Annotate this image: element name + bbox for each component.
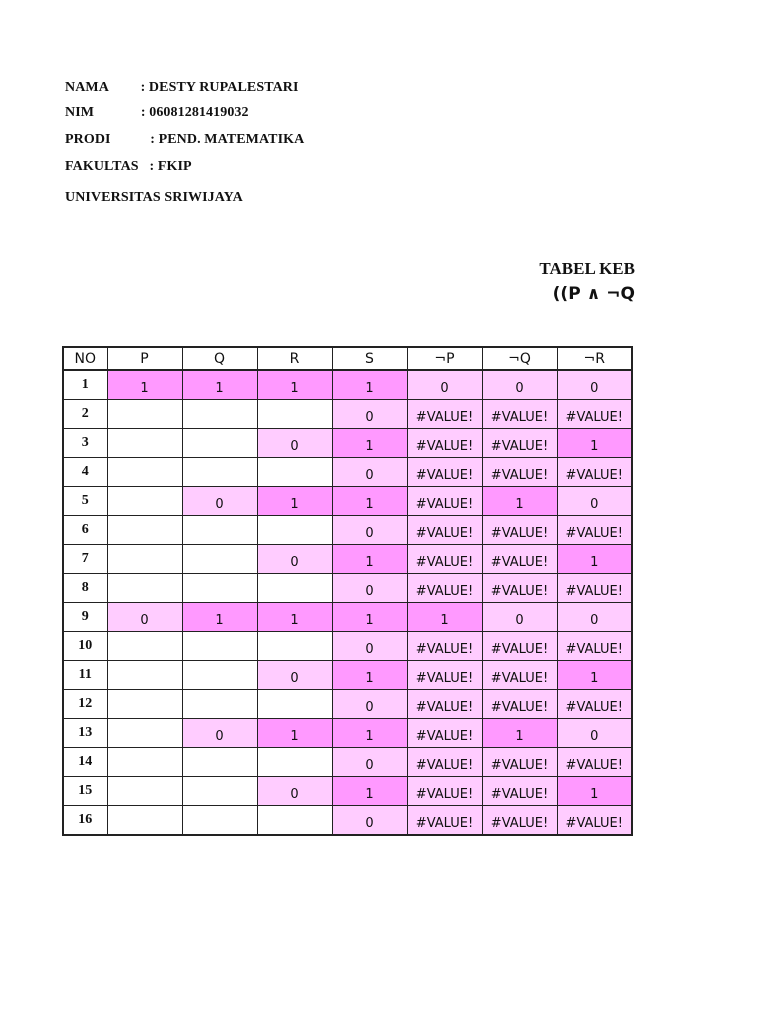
cell-not-p: [407, 777, 482, 806]
cell-q: [182, 690, 257, 719]
cell-not-r: [557, 719, 632, 748]
cell-not-r: [557, 603, 632, 632]
cell-value: 0: [140, 613, 149, 628]
cell-value: 1: [440, 613, 449, 628]
table-title: [440, 259, 635, 279]
header-not-p: ¬P: [407, 347, 482, 370]
cell-p: [107, 458, 182, 487]
row-number: 15: [63, 777, 107, 806]
cell-value: #VALUE!: [490, 555, 549, 570]
cell-q: [182, 777, 257, 806]
table-header-row: [63, 347, 632, 370]
cell-r: [257, 690, 332, 719]
row-number: 10: [63, 632, 107, 661]
cell-s: [332, 806, 407, 836]
cell-value: 1: [365, 787, 374, 802]
cell-r: [257, 487, 332, 516]
table-row: [63, 632, 632, 661]
cell-s: [332, 400, 407, 429]
cell-not-p: [407, 574, 482, 603]
cell-p: [107, 370, 182, 400]
cell-value: #VALUE!: [565, 526, 623, 541]
table-row: [63, 400, 632, 429]
table-row: [63, 574, 632, 603]
cell-value: #VALUE!: [415, 642, 474, 657]
cell-p: [107, 632, 182, 661]
row-number: 1: [63, 370, 107, 400]
cell-value: #VALUE!: [565, 584, 623, 599]
cell-value: #VALUE!: [565, 468, 623, 483]
cell-not-r: [557, 777, 632, 806]
cell-value: 0: [215, 729, 224, 744]
cell-not-r: [557, 632, 632, 661]
cell-value: 1: [515, 729, 524, 744]
cell-value: #VALUE!: [490, 758, 549, 773]
cell-value: 1: [140, 381, 149, 396]
cell-value: #VALUE!: [490, 410, 549, 425]
cell-value: 1: [590, 439, 599, 454]
cell-value: #VALUE!: [415, 584, 474, 599]
cell-q: [182, 458, 257, 487]
table-row: [63, 603, 632, 632]
cell-value: #VALUE!: [415, 700, 474, 715]
cell-value: 1: [365, 439, 374, 454]
cell-q: [182, 748, 257, 777]
row-number: 4: [63, 458, 107, 487]
header-no: NO: [63, 347, 107, 370]
table-body: [63, 370, 632, 835]
cell-value: 1: [590, 555, 599, 570]
cell-value: 0: [590, 613, 599, 628]
cell-value: #VALUE!: [490, 439, 549, 454]
cell-not-r: [557, 748, 632, 777]
cell-value: 0: [515, 613, 524, 628]
truth-table-viewport: [62, 346, 635, 836]
cell-not-q: [482, 429, 557, 458]
cell-not-p: [407, 516, 482, 545]
cell-r: [257, 748, 332, 777]
cell-not-r: [557, 690, 632, 719]
table-row: [63, 516, 632, 545]
cell-value: 1: [590, 671, 599, 686]
cell-value: 0: [215, 497, 224, 512]
cell-value: 1: [290, 729, 299, 744]
cell-value: #VALUE!: [490, 584, 549, 599]
cell-not-p: [407, 806, 482, 836]
cell-not-p: [407, 370, 482, 400]
cell-value: #VALUE!: [415, 555, 474, 570]
cell-s: [332, 777, 407, 806]
cell-value: 1: [365, 671, 374, 686]
table-row: [63, 458, 632, 487]
row-number: 5: [63, 487, 107, 516]
cell-not-q: [482, 458, 557, 487]
cell-value: #VALUE!: [490, 700, 549, 715]
cell-value: 0: [365, 642, 374, 657]
nim-line: NIM : 06081281419032: [65, 105, 249, 120]
cell-value: #VALUE!: [415, 468, 474, 483]
cell-value: 0: [515, 381, 524, 396]
row-number: 16: [63, 806, 107, 836]
table-row: [63, 661, 632, 690]
cell-not-q: [482, 690, 557, 719]
header-p: P: [107, 347, 182, 370]
prodi-line: PRODI : PEND. MATEMATIKA: [65, 132, 305, 147]
header-r: R: [257, 347, 332, 370]
cell-value: #VALUE!: [415, 526, 474, 541]
cell-r: [257, 370, 332, 400]
table-formula: [440, 284, 635, 304]
cell-value: 0: [365, 700, 374, 715]
cell-r: [257, 632, 332, 661]
cell-value: #VALUE!: [490, 526, 549, 541]
cell-s: [332, 574, 407, 603]
cell-value: 0: [290, 555, 299, 570]
table-formula-text: ((P ∧ ¬Q: [552, 284, 635, 304]
cell-not-q: [482, 516, 557, 545]
truth-table: [62, 346, 633, 836]
cell-not-q: [482, 574, 557, 603]
cell-q: [182, 545, 257, 574]
cell-p: [107, 574, 182, 603]
cell-s: [332, 370, 407, 400]
cell-value: #VALUE!: [415, 439, 474, 454]
cell-not-q: [482, 748, 557, 777]
cell-not-r: [557, 661, 632, 690]
cell-q: [182, 370, 257, 400]
cell-value: #VALUE!: [415, 497, 474, 512]
cell-r: [257, 516, 332, 545]
cell-value: 0: [365, 526, 374, 541]
cell-value: 0: [365, 468, 374, 483]
cell-value: #VALUE!: [490, 787, 549, 802]
cell-not-q: [482, 632, 557, 661]
cell-p: [107, 545, 182, 574]
cell-q: [182, 574, 257, 603]
cell-value: 1: [365, 613, 374, 628]
cell-not-p: [407, 429, 482, 458]
cell-value: #VALUE!: [490, 468, 549, 483]
cell-not-p: [407, 748, 482, 777]
cell-p: [107, 661, 182, 690]
cell-value: 0: [590, 497, 599, 512]
cell-value: #VALUE!: [415, 410, 474, 425]
cell-r: [257, 400, 332, 429]
cell-value: 0: [590, 729, 599, 744]
cell-not-q: [482, 400, 557, 429]
cell-p: [107, 719, 182, 748]
cell-not-q: [482, 777, 557, 806]
row-number: 3: [63, 429, 107, 458]
cell-value: #VALUE!: [415, 758, 474, 773]
cell-s: [332, 748, 407, 777]
cell-q: [182, 661, 257, 690]
cell-value: #VALUE!: [490, 816, 549, 831]
cell-not-q: [482, 370, 557, 400]
cell-not-r: [557, 458, 632, 487]
cell-value: #VALUE!: [415, 729, 474, 744]
cell-not-p: [407, 603, 482, 632]
table-row: [63, 748, 632, 777]
cell-not-p: [407, 719, 482, 748]
cell-r: [257, 603, 332, 632]
cell-q: [182, 806, 257, 836]
cell-value: 0: [440, 381, 449, 396]
cell-p: [107, 690, 182, 719]
cell-r: [257, 806, 332, 836]
cell-not-r: [557, 400, 632, 429]
cell-value: 1: [365, 381, 374, 396]
cell-value: 1: [215, 613, 224, 628]
cell-value: 0: [290, 671, 299, 686]
row-number: 9: [63, 603, 107, 632]
table-row: [63, 545, 632, 574]
cell-r: [257, 458, 332, 487]
cell-s: [332, 458, 407, 487]
cell-p: [107, 806, 182, 836]
cell-not-q: [482, 806, 557, 836]
cell-q: [182, 632, 257, 661]
cell-value: 0: [290, 787, 299, 802]
cell-value: 1: [290, 381, 299, 396]
cell-p: [107, 487, 182, 516]
cell-r: [257, 429, 332, 458]
table-row: [63, 719, 632, 748]
cell-not-q: [482, 661, 557, 690]
cell-not-p: [407, 487, 482, 516]
header-q: Q: [182, 347, 257, 370]
header-not-q: ¬Q: [482, 347, 557, 370]
cell-not-p: [407, 545, 482, 574]
cell-value: 0: [365, 758, 374, 773]
cell-not-p: [407, 458, 482, 487]
cell-value: #VALUE!: [490, 642, 549, 657]
cell-r: [257, 545, 332, 574]
cell-q: [182, 429, 257, 458]
cell-value: 0: [290, 439, 299, 454]
cell-not-r: [557, 574, 632, 603]
university-line: UNIVERSITAS SRIWIJAYA: [65, 190, 243, 205]
cell-p: [107, 603, 182, 632]
table-row: [63, 777, 632, 806]
cell-s: [332, 719, 407, 748]
cell-value: 0: [365, 816, 374, 831]
cell-not-p: [407, 632, 482, 661]
cell-s: [332, 632, 407, 661]
cell-not-r: [557, 370, 632, 400]
cell-q: [182, 400, 257, 429]
cell-not-r: [557, 545, 632, 574]
table-row: [63, 806, 632, 836]
row-number: 13: [63, 719, 107, 748]
cell-not-r: [557, 429, 632, 458]
cell-q: [182, 719, 257, 748]
cell-value: #VALUE!: [565, 816, 623, 831]
cell-q: [182, 516, 257, 545]
table-title-text: TABEL KEB: [539, 259, 635, 278]
cell-value: 0: [365, 410, 374, 425]
table-row: [63, 429, 632, 458]
cell-r: [257, 661, 332, 690]
cell-p: [107, 429, 182, 458]
fakultas-line: FAKULTAS : FKIP: [65, 159, 192, 174]
cell-q: [182, 487, 257, 516]
cell-p: [107, 777, 182, 806]
cell-not-r: [557, 487, 632, 516]
header-not-r: ¬R: [557, 347, 632, 370]
cell-not-q: [482, 487, 557, 516]
table-row: [63, 690, 632, 719]
cell-value: 1: [515, 497, 524, 512]
cell-value: 1: [215, 381, 224, 396]
header-s: S: [332, 347, 407, 370]
cell-r: [257, 777, 332, 806]
cell-value: 1: [590, 787, 599, 802]
cell-not-p: [407, 690, 482, 719]
cell-not-q: [482, 545, 557, 574]
cell-not-q: [482, 603, 557, 632]
cell-not-r: [557, 806, 632, 836]
cell-not-p: [407, 400, 482, 429]
cell-value: #VALUE!: [415, 787, 474, 802]
cell-value: #VALUE!: [415, 671, 474, 686]
cell-s: [332, 661, 407, 690]
cell-value: 0: [365, 584, 374, 599]
cell-value: 0: [590, 381, 599, 396]
cell-not-q: [482, 719, 557, 748]
cell-value: 1: [290, 497, 299, 512]
row-number: 14: [63, 748, 107, 777]
cell-value: #VALUE!: [565, 700, 623, 715]
cell-p: [107, 748, 182, 777]
row-number: 7: [63, 545, 107, 574]
table-row: [63, 487, 632, 516]
cell-s: [332, 690, 407, 719]
cell-s: [332, 487, 407, 516]
cell-r: [257, 719, 332, 748]
row-number: 6: [63, 516, 107, 545]
cell-r: [257, 574, 332, 603]
cell-s: [332, 545, 407, 574]
cell-value: #VALUE!: [415, 816, 474, 831]
cell-p: [107, 516, 182, 545]
cell-q: [182, 603, 257, 632]
cell-value: #VALUE!: [565, 642, 623, 657]
cell-value: 1: [365, 555, 374, 570]
cell-not-p: [407, 661, 482, 690]
row-number: 2: [63, 400, 107, 429]
cell-s: [332, 516, 407, 545]
table-row: [63, 370, 632, 400]
cell-s: [332, 603, 407, 632]
nama-line: NAMA : DESTY RUPALESTARI: [65, 80, 299, 95]
cell-value: #VALUE!: [490, 671, 549, 686]
row-number: 12: [63, 690, 107, 719]
cell-value: 1: [365, 497, 374, 512]
cell-s: [332, 429, 407, 458]
cell-value: 1: [290, 613, 299, 628]
cell-value: 1: [365, 729, 374, 744]
row-number: 11: [63, 661, 107, 690]
cell-p: [107, 400, 182, 429]
cell-not-r: [557, 516, 632, 545]
cell-value: #VALUE!: [565, 410, 623, 425]
cell-value: #VALUE!: [565, 758, 623, 773]
row-number: 8: [63, 574, 107, 603]
